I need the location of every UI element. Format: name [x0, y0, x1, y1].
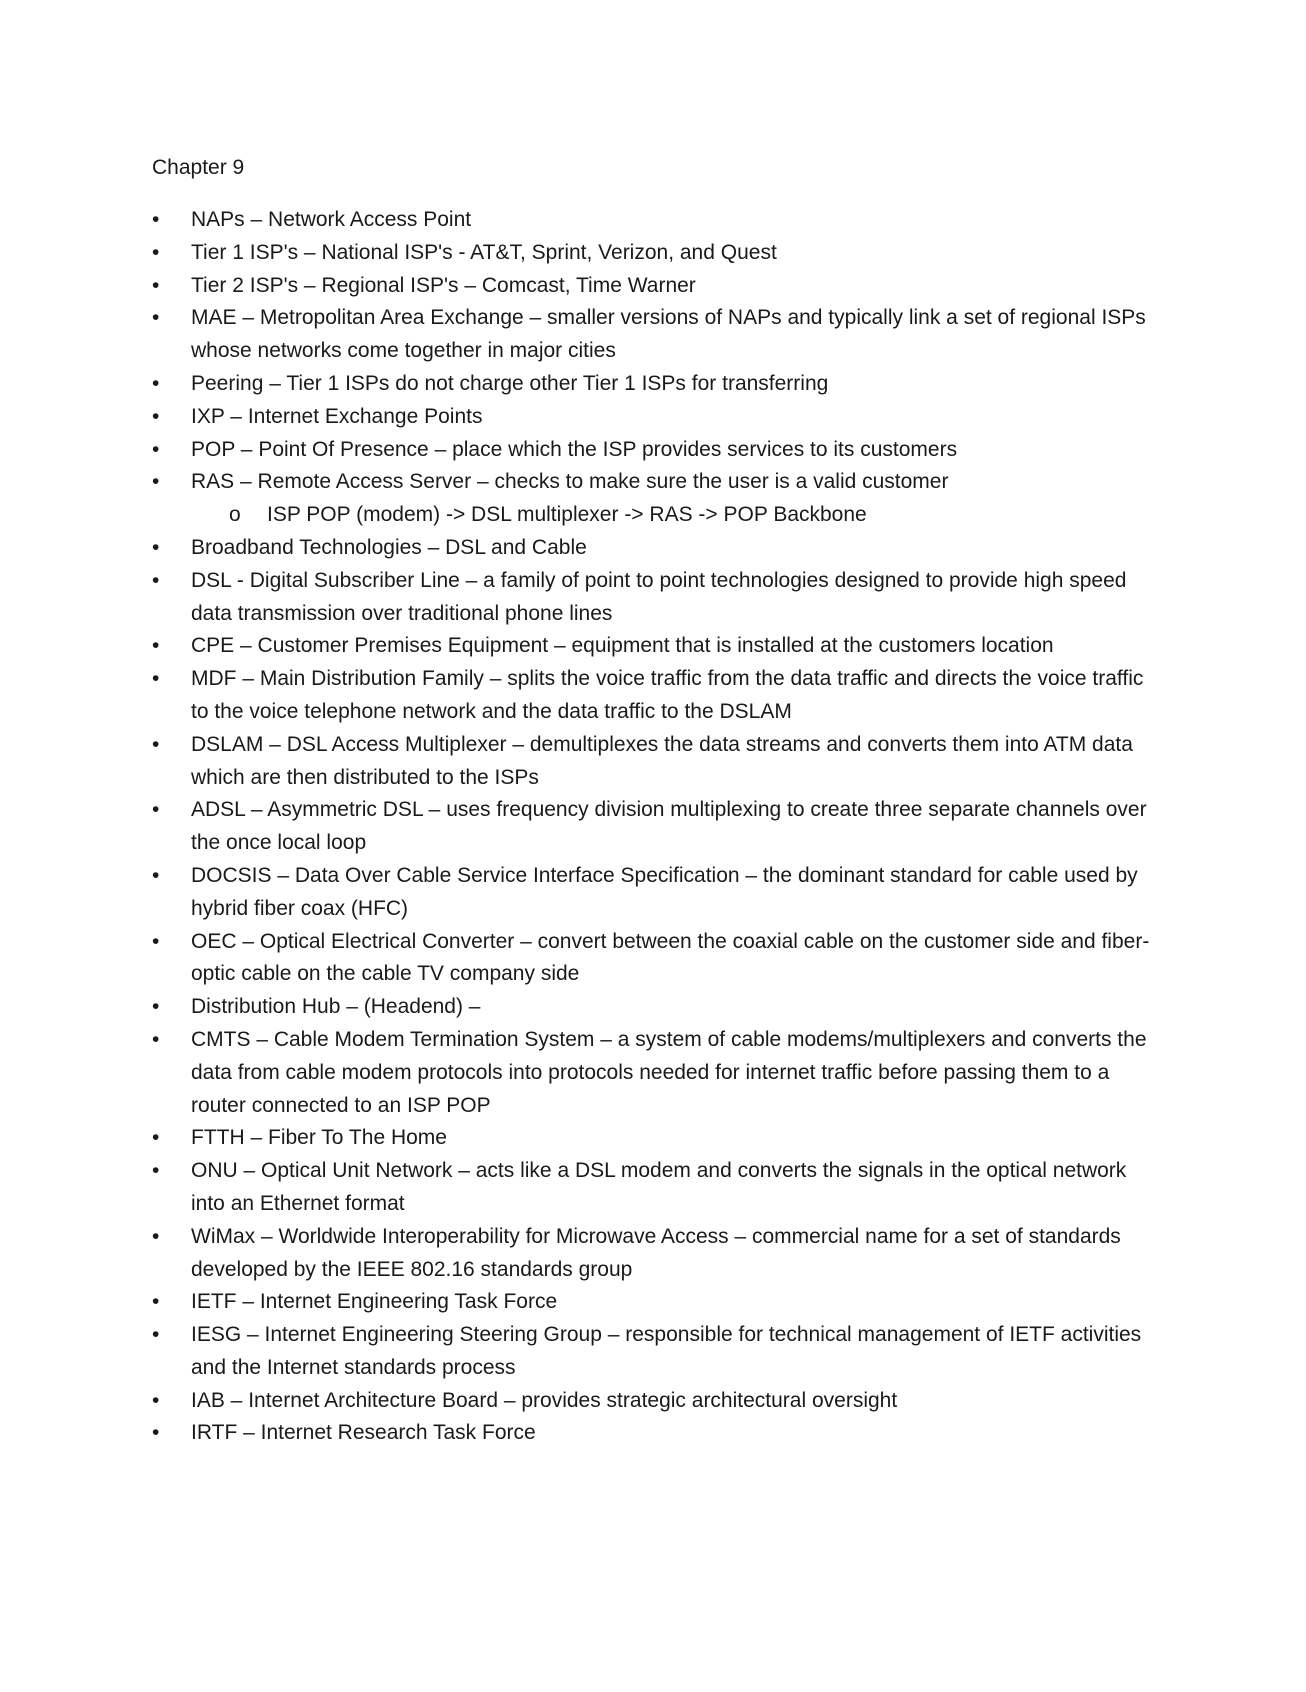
bullet-icon: • [152, 1027, 160, 1051]
list-item-text: DOCSIS – Data Over Cable Service Interface Specification – the dominant standard for cable used by hybrid fiber coax (HFC) [191, 863, 1138, 920]
list-item [0, 401, 1151, 434]
list-item [0, 532, 1151, 565]
list-item [0, 368, 1151, 401]
list-item-text: Peering – Tier 1 ISPs do not charge other Tier 1 ISPs for transferring [191, 371, 829, 395]
list-item [0, 1024, 1151, 1122]
list-item [0, 729, 1151, 795]
bullet-icon: • [152, 995, 160, 1019]
list-item-text: DSL - Digital Subscriber Line – a family of point to point technologies designed to provide high speed data transmission over traditional phone lines [191, 568, 1127, 625]
list-item-text: CMTS – Cable Modem Termination System – a system of cable modems/multiplexers and converts the data from cable modem protocols into protocols needed for internet traffic before passing them to a router connected to an ISP POP [191, 1027, 1147, 1117]
list-item-text: Distribution Hub – (Headend) – [191, 995, 481, 1019]
bullet-icon: • [152, 306, 160, 330]
bullet-icon: • [152, 732, 160, 756]
bullet-icon: • [152, 1126, 160, 1150]
notes-list [0, 204, 1306, 1450]
list-item-text: OEC – Optical Electrical Converter – convert between the coaxial cable on the customer side and fiber-optic cable on the cable TV company side [191, 929, 1150, 986]
bullet-icon: • [152, 208, 160, 231]
bullet-icon: • [152, 667, 160, 691]
list-item [0, 1417, 1151, 1450]
list-item-text: IAB – Internet Architecture Board – provides strategic architectural oversight [191, 1388, 898, 1412]
sub-bullet-icon: o [229, 503, 241, 527]
bullet-icon: • [152, 371, 160, 395]
list-item [0, 926, 1151, 992]
list-item-text: IESG – Internet Engineering Steering Group – responsible for technical management of IETF activities and the Internet standards process [191, 1323, 1142, 1379]
chapter-heading: Chapter 9 [152, 156, 245, 179]
bullet-icon: • [152, 929, 160, 953]
list-item-text: FTTH – Fiber To The Home [191, 1126, 447, 1150]
list-item-text: CPE – Customer Premises Equipment – equipment that is installed at the customers location [191, 634, 1054, 658]
list-item [0, 794, 1151, 860]
bullet-icon: • [152, 273, 160, 297]
list-item [0, 204, 1151, 237]
list-item-text: Tier 1 ISP's – National ISP's - AT&T, Sprint, Verizon, and Quest [191, 240, 777, 264]
list-item [0, 466, 1151, 499]
bullet-icon: • [152, 863, 160, 887]
bullet-icon: • [152, 404, 160, 428]
bullet-icon: • [152, 1290, 160, 1314]
list-item [0, 1221, 1151, 1287]
sub-list-item [0, 499, 1167, 532]
list-item [0, 1122, 1151, 1155]
sub-list-item-text: ISP POP (modem) -> DSL multiplexer -> RAS -> POP Backbone [267, 503, 867, 527]
list-item [0, 1286, 1151, 1319]
list-item [0, 565, 1151, 631]
list-item [0, 270, 1151, 303]
bullet-icon: • [152, 634, 160, 658]
list-item-text: IETF – Internet Engineering Task Force [191, 1290, 558, 1314]
list-item [0, 991, 1151, 1024]
bullet-icon: • [152, 1224, 160, 1248]
list-item-text: Tier 2 ISP's – Regional ISP's – Comcast, Time Warner [191, 273, 696, 297]
list-item-text: IRTF – Internet Research Task Force [191, 1421, 536, 1445]
list-item-text: WiMax – Worldwide Interoperability for Microwave Access – commercial name for a set of standards developed by the IEEE 802.16 standards group [191, 1224, 1121, 1281]
list-item-text: IXP – Internet Exchange Points [191, 404, 483, 428]
list-item-text: MAE – Metropolitan Area Exchange – smaller versions of NAPs and typically link a set of regional ISPs whose networks come together in major cities [191, 306, 1146, 363]
list-item-text: ADSL – Asymmetric DSL – uses frequency division multiplexing to create three separate channels over the once local loop [191, 798, 1147, 855]
list-item-text: NAPs – Network Access Point [191, 208, 472, 231]
list-item-text: DSLAM – DSL Access Multiplexer – demultiplexes the data streams and converts them into ATM data which are then distributed to the ISPs [191, 732, 1133, 789]
bullet-icon: • [152, 798, 160, 822]
bullet-icon: • [152, 1388, 160, 1412]
bullet-icon: • [152, 437, 160, 461]
list-item [0, 860, 1151, 926]
list-item-text: MDF – Main Distribution Family – splits the voice traffic from the data traffic and directs the voice traffic to the voice telephone network and the data traffic to the DSLAM [191, 667, 1144, 723]
list-item [0, 237, 1151, 270]
bullet-icon: • [152, 470, 160, 494]
list-item [0, 630, 1151, 663]
list-item-text: ONU – Optical Unit Network – acts like a DSL modem and converts the signals in the optical network into an Ethernet format [191, 1159, 1127, 1215]
list-item-text: Broadband Technologies – DSL and Cable [191, 535, 587, 559]
bullet-icon: • [152, 1159, 160, 1183]
list-item-text: RAS – Remote Access Server – checks to make sure the user is a valid customer [191, 470, 949, 494]
list-item [0, 1319, 1151, 1385]
list-item-text: POP – Point Of Presence – place which the ISP provides services to its customers [191, 437, 958, 461]
list-item [0, 434, 1151, 467]
list-item [0, 1155, 1151, 1221]
bullet-icon: • [152, 1323, 160, 1347]
bullet-icon: • [152, 568, 160, 592]
bullet-icon: • [152, 240, 160, 264]
list-item [0, 663, 1151, 729]
bullet-icon: • [152, 535, 160, 559]
list-item [0, 1385, 1151, 1418]
list-item [0, 302, 1151, 368]
bullet-icon: • [152, 1421, 160, 1445]
